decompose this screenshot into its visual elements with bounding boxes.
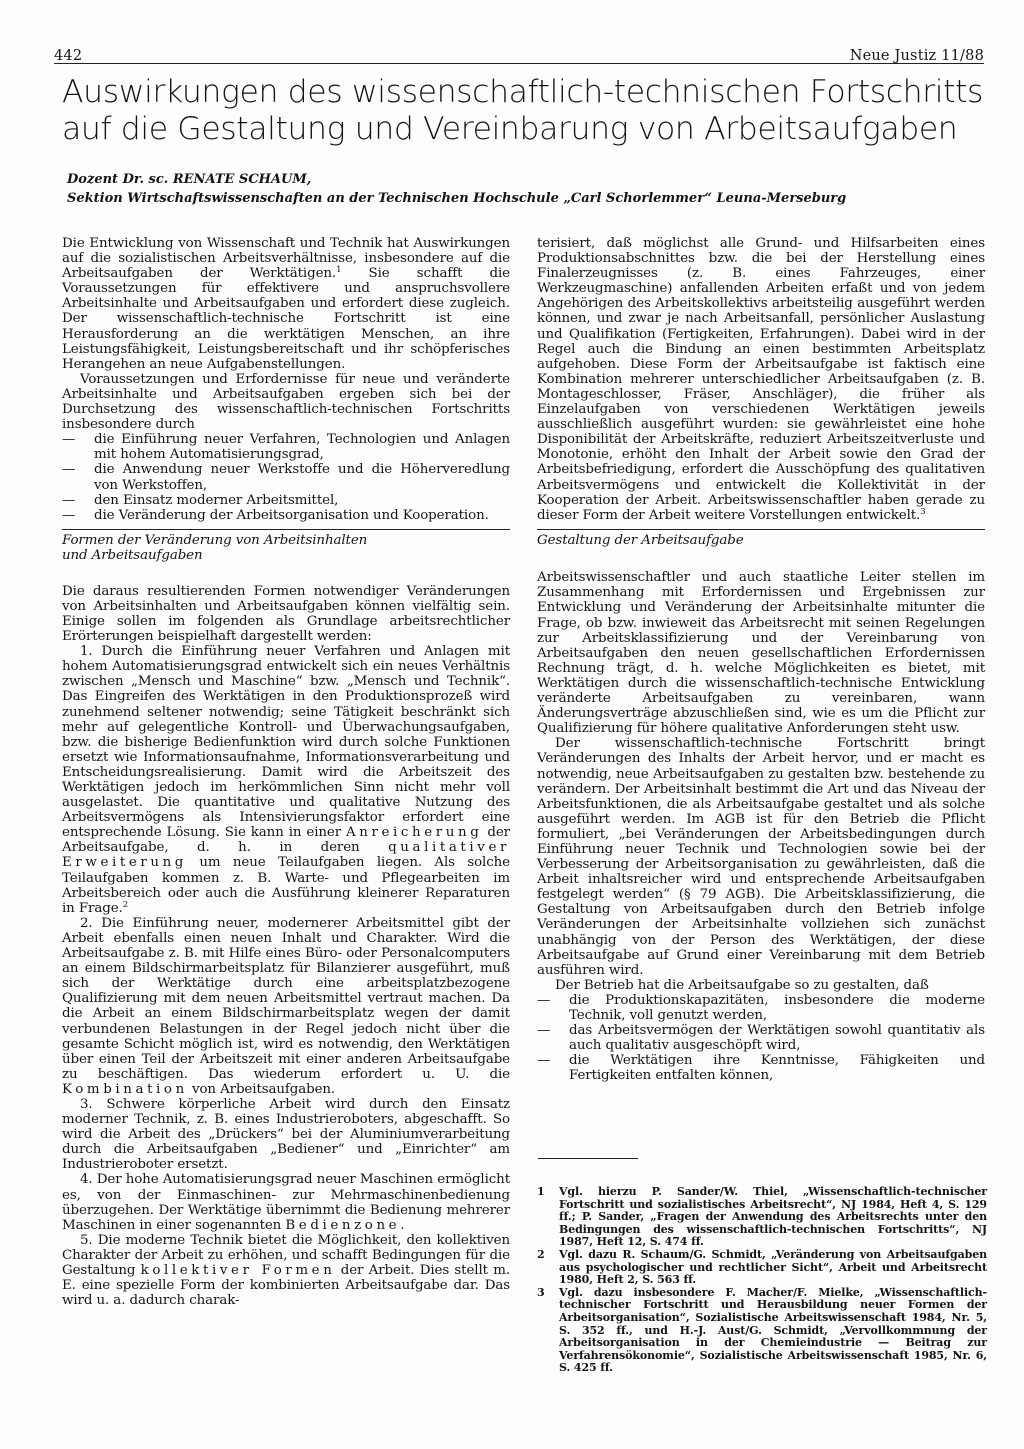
paragraph: Der Betrieb hat die Arbeitsaufgabe so zu gestalten, daß <box>555 977 929 993</box>
footnote-number: 1 <box>537 1185 545 1198</box>
duties-list <box>537 993 985 1084</box>
footnote-number: 2 <box>537 1247 545 1261</box>
paragraph: terisiert, daß möglichst alle Grund- und Hilfsarbeiten eines Produktionsabschnittes bzw. die bei der Herstellung eines Finalerzeugnisses (z. B. eines Fahrzeuges, einer Werkzeugmaschine) anfallenden Arbeiten erfaßt und von jedem Angehörigen des Arbeitskollektivs arbeitsteilig ausgeführt werden können, und zwar je nach Arbeitsanfall, persönlicher Auslastung und Qualifikation (Fertigkeiten, Erfahrungen). Dabei wird in der Regel auch die Bindung an einen bestimmten Arbeitsplatz aufgehoben. Diese Form der Arbeitsaufgabe ist faktisch eine Kombination mehrerer unterschiedlicher Arbeitsaufgaben (z. B. Montageschlosser, Fräser, Anschläger), die früher als Einzelaufgaben von verschiedenen Werktätigen jeweils ausschließlich ausgeführt wurden: sie gewährleistet eine hohe Disponibilität der Arbeitskräfte, reduziert Arbeitszeitverluste und Monotonie, erhöht den Inhalt der Arbeit sowie den Grad der Arbeitsbefriedigung, erfordert die Ausschöpfung des qualitativen Arbeitsvermögens und entwickelt die Kollektivität in der Kooperation der Arbeit. Arbeitswissenschaftler haben gerade zu dieser Form der Arbeit weitere Vorstellungen entwickelt.$^3$ <box>537 236 985 523</box>
footnote-text: Vgl. dazu insbesondere F. Macher/F. Mielke, „Wissenschaftlich-technischer Fortschritt und Herausbildung neuer Formen der Arbeitsorganisation“, Sozialistische Arbeitswissenschaft 1984, Nr. 5, S. 352 ff., und H.-J. Aust/G. Schmidt, „Vervollkommnung der Arbeitsorganisation in der Chemieindustrie — Beitrag zur Verfahrensökonomie“, Sozialistische Arbeitswissenschaft 1985, Nr. 6, S. 425 ff. <box>559 1285 987 1375</box>
footnote-text: Vgl. dazu R. Schaum/G. Schmidt, „Veränderung von Arbeitsaufgaben aus psychologischer und rechtlicher Sicht“, Arbeit und Arbeitsrecht 1980, Heft 2, S. 563 ff. <box>559 1247 987 1287</box>
author-block <box>67 171 947 208</box>
title-line-1: Auswirkungen des wissenschaftlich-technischen Fortschritts <box>62 74 984 110</box>
article-title <box>62 74 984 148</box>
section-divider <box>537 529 985 530</box>
author-name: Dozent Dr. sc. RENATE SCHAUM, <box>67 172 312 187</box>
paragraph: Voraussetzungen und Erfordernisse für neue und veränderte Arbeitsinhalte und Arbeitsaufgaben ergeben sich bei der Durchsetzung des wissenschaftlich-technischen Fortschritts insbesondere durch <box>62 371 510 433</box>
section-heading: Formen der Veränderung von Arbeitsinhalten und Arbeitsaufgaben <box>62 532 368 564</box>
list-item: — die Anwendung neuer Werkstoffe und die Höherveredlung von Werkstoffen, <box>62 462 510 492</box>
footnote-divider <box>538 1158 638 1159</box>
paragraph: 2. Die Einführung neuer, modernerer Arbeitsmittel gibt der Arbeit ebenfalls einen neuen Inhalt und Charakter. Wird die Arbeitsaufgabe z. B. mit Hilfe eines Büro- oder Personalcomputers an einem Bildschirmarbeitsplatz für Bilanzierer ausgeführt, muß sich der Werktätige durch eine arbeitsplatzbezogene Qualifizierung mit dem neuen Arbeitsmittel vertraut machen. Da die Arbeit an einem Bildschirmarbeitsplatz wegen der damit verbundenen Belastungen in der Regel jedoch nicht über die gesamte Schicht möglich ist, wird es notwendig, den Werktätigen über einen Teil der Arbeitszeit mit einer anderen Arbeitsaufgabe zu beschäftigen. Das wiederum erfordert u. U. die Kombination von Arbeitsaufgaben. <box>62 915 510 1097</box>
journal-issue: Neue Justiz 11/88 <box>849 48 984 64</box>
footnote <box>537 1249 987 1287</box>
section-divider <box>62 529 510 530</box>
paragraph: 5. Die moderne Technik bietet die Möglichkeit, den kollektiven Charakter der Arbeit zu erhöhen, und schafft Bedingungen für die Gestaltung kollektiver Formen der Arbeit. Dies stellt m. E. eine spezielle Form der kombinierten Arbeitsaufgabe dar. Das wird u. a. dadurch charak- <box>62 1232 510 1309</box>
page-number: 442 <box>54 48 83 64</box>
paragraph: Die Entwicklung von Wissenschaft und Technik hat Auswirkungen auf die sozialistischen Arbeitsverhältnisse, insbesondere auf die Arbeitsaufgaben der Werktätigen.$^1$ Sie schafft die Voraussetzungen für effektivere und anspruchsvollere Arbeitsinhalte und Arbeitsaufgaben und erfordert diese zugleich. Der wissenschaftlich-technische Fortschritt ist eine Herausforderung an die werktätigen Menschen, an ihre Leistungsfähigkeit, Leistungsbereitschaft und ihr schöpferisches Herangehen an neue Aufgabenstellungen. <box>62 236 510 372</box>
list-item: — die Einführung neuer Verfahren, Technologien und Anlagen mit hohem Automatisierungsgrad, <box>62 432 510 462</box>
right-column <box>537 236 985 1083</box>
title-line-2: auf die Gestaltung und Vereinbarung von Arbeitsaufgaben <box>62 111 958 147</box>
footnote-ref: 1 <box>336 265 342 276</box>
paragraph: 3. Schwere körperliche Arbeit wird durch den Einsatz moderner Technik, z. B. eines Industrieroboters, abgeschafft. So wird die Arbeit des „Drückers“ bei der Aluminiumverarbeitung durch die Arbeitsaufgaben „Bediener“ und „Einrichter“ am Industrieroboter ersetzt. <box>62 1096 510 1173</box>
page-header <box>54 44 984 64</box>
footnote-number: 3 <box>537 1285 545 1299</box>
footnote-ref: 2 <box>122 899 129 910</box>
footnote-text: Vgl. hierzu P. Sander/W. Thiel, „Wissenschaftlich-technischer Fortschritt und sozialistisches Arbeitsrecht“, NJ 1984, Heft 4, S. 129 ff.; P. Sander, „Fragen der Anwendung des Arbeitsrechts unter den Bedingungen des wissenschaftlich-technischen Fortschritts“, NJ 1987, Heft 12, S. 474 ff. <box>559 1185 987 1249</box>
list-item: — das Arbeitsvermögen der Werktätigen sowohl quantitativ als auch qualitativ ausgeschöpft wird, <box>537 1023 985 1053</box>
footnote-ref: 3 <box>920 506 926 517</box>
paragraph: 4. Der hohe Automatisierungsgrad neuer Maschinen ermöglicht es, von der Einmaschinen- zur Mehrmaschinenbedienung überzugehen. Der Werktätige übernimmt die Bedienung mehrerer Maschinen in einer sogenannten Bedienzone. <box>62 1172 510 1233</box>
left-column <box>62 236 510 1308</box>
list-item: — die Veränderung der Arbeitsorganisation und Kooperation. <box>62 508 510 523</box>
paragraph: 1. Durch die Einführung neuer Verfahren und Anlagen mit hohem Automatisierungsgrad entwickelt sich ein neues Verhältnis zwischen „Mensch und Maschine“ bzw. „Mensch und Technik“. Das Eingreifen des Werktätigen in den Produktionsprozeß wird zunehmend seltener notwendig; seine Tätigkeit beschränkt sich mehr auf gelegentliche Kontroll- und Überwachungsaufgaben, bzw. die bisherige Bedienfunktion wird durch solche Funktionen ersetzt wie Informationsaufnahme, Informationsverarbeitung und Entscheidungsrealisierung. Damit wird die Arbeitszeit des Werktätigen jedoch im herkömmlichen Sinn nicht mehr voll ausgelastet. Die quantitative und qualitative Nutzung des Arbeitsvermögens als Intensivierungsfaktor erfordert eine entsprechende Lösung. Sie kann in einer Anreicherung der Arbeitsaufgabe, d. h. in deren qualitativer Erweiterung um neue Teilaufgaben liegen. Als solche Teilaufgaben kommen z. B. Warte- und Pflegearbeiten im Arbeitsbereich oder auch die Ausführung kleinerer Reparaturen in Frage.$^2$ <box>62 644 510 916</box>
list-item: — die Produktionskapazitäten, insbesondere die moderne Technik, voll genutzt werden, <box>537 993 985 1023</box>
footnotes <box>537 1186 987 1375</box>
author-affiliation: Sektion Wirtschaftswissenschaften an der Technischen Hochschule „Carl Schorlemmer“ Leuna-Merseburg <box>67 190 847 206</box>
footnote <box>537 1287 987 1375</box>
requirements-list <box>62 432 510 523</box>
list-item: — die Werktätigen ihre Kenntnisse, Fähigkeiten und Fertigkeiten entfalten können, <box>537 1053 985 1083</box>
list-item: — den Einsatz moderner Arbeitsmittel, <box>62 493 510 508</box>
section-heading: Gestaltung der Arbeitsaufgabe <box>537 532 744 548</box>
paragraph: Der wissenschaftlich-technische Fortschritt bringt Veränderungen des Inhalts der Arbeit hervor, und er macht es notwendig, neue Arbeitsaufgaben zu gestalten bzw. bestehende zu verändern. Der Arbeitsinhalt bestimmt die Art und das Niveau der Arbeitsfunktionen, die als Arbeitsaufgabe gestaltet und als solche ausgeführt werden. Im AGB ist für den Betrieb die Pflicht formuliert, „bei Veränderungen der Arbeitsbedingungen durch Einführung neuer Technik und Technologien sowie bei der Verbesserung der Arbeitsorganisation zu gewährleisten, daß die Arbeit inhaltsreicher wird und entsprechende Arbeitsaufgaben festgelegt werden“ (§ 79 AGB). Die Arbeitsklassifizierung, die Gestaltung von Arbeitsaufgaben durch den Betrieb infolge Veränderungen der Arbeitsinhalte vollziehen sich zunächst unabhängig von der Person des Werktätigen, der diese Arbeitsaufgabe auf Grund einer Vereinbarung mit dem Betrieb ausführen wird. <box>537 736 985 978</box>
paragraph: Die daraus resultierenden Formen notwendiger Veränderungen von Arbeitsinhalten und Arbeitsaufgaben können vielfältig sein. Einige sollen im folgenden als Grundlage arbeitsrechtlicher Erörterungen beispielhaft dargestellt werden: <box>62 583 510 645</box>
footnote <box>537 1186 987 1249</box>
paragraph: Arbeitswissenschaftler und auch staatliche Leiter stellen im Zusammenhang mit Erfordernissen und Ergebnissen zur Entwicklung und Veränderung der Arbeitsinhalte mitunter die Frage, ob bzw. inwieweit das Arbeitsrecht mit seinen Regelungen zur Arbeitsklassifizierung und der Vereinbarung von Arbeitsaufgaben den neuen gesellschaftlichen Erfordernissen Rechnung trägt, d. h. welche Möglichkeiten es bietet, mit Werktätigen durch die wissenschaftlich-technische Entwicklung veränderte Arbeitsaufgaben zu vereinbaren, wann Änderungsverträge abzuschließen sind, wie es um die Pflicht zur Qualifizierung für höhere qualitative Anforderungen steht usw. <box>537 570 985 737</box>
header-rule <box>54 63 984 64</box>
